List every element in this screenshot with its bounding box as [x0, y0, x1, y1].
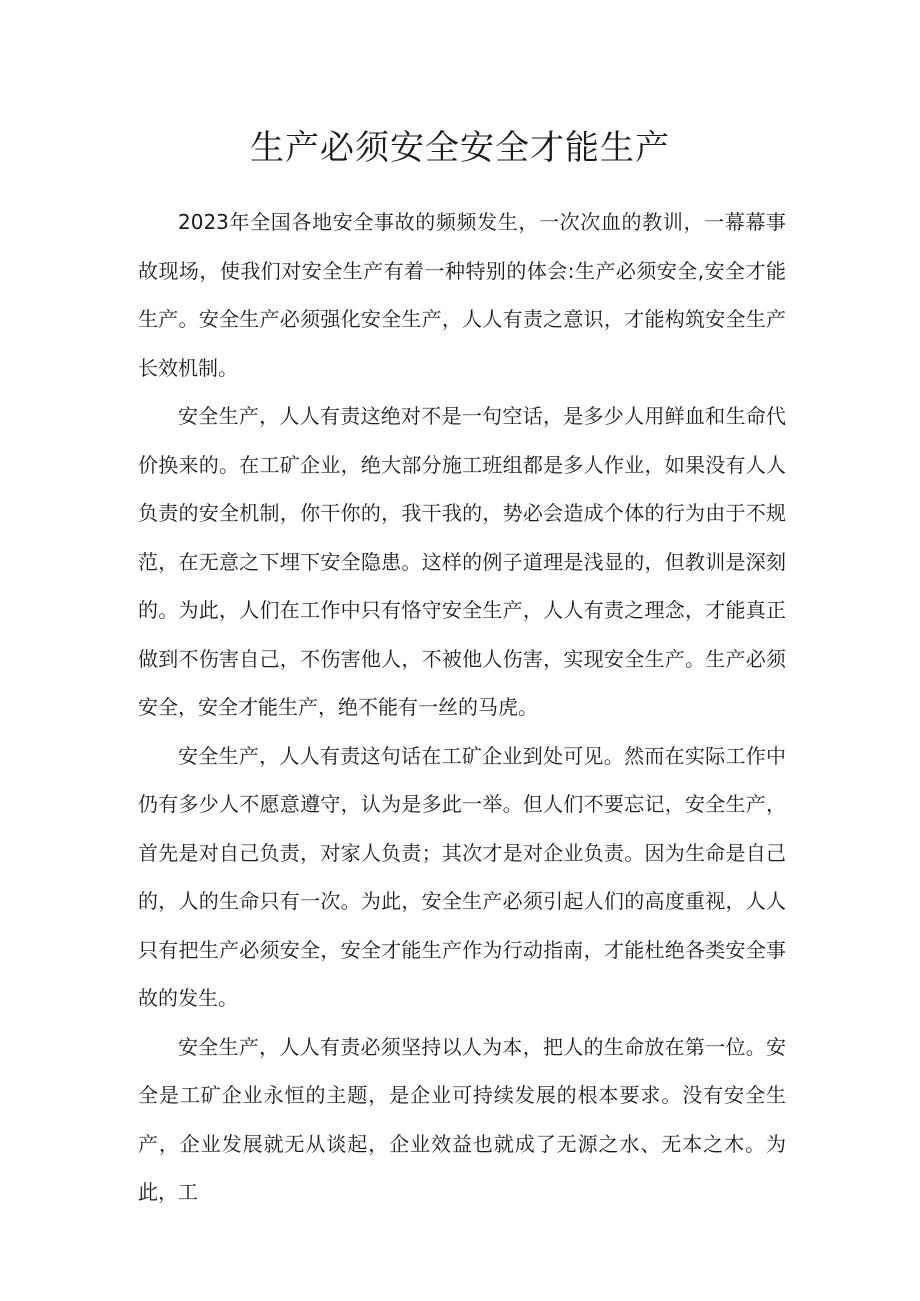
paragraph-4: 安全生产，人人有责必须坚持以人为本，把人的生命放在第一位。安全是工矿企业永恒的主题，是企业可持续发展的根本要求。没有安全生产，企业发展就无从谈起，企业效益也就成了无源之水、无本之木。为此，工: [138, 1034, 786, 1204]
document-title: 生产必须安全安全才能生产: [250, 128, 670, 168]
paragraph-3: 安全生产，人人有责这句话在工矿企业到处可见。然而在实际工作中仍有多少人不愿意遵守，认为是多此一举。但人们不要忘记，安全生产，首先是对自己负责，对家人负责；其次才是对企业负责。因为生命是自己的，人的生命只有一次。为此，安全生产必须引起人们的高度重视，人人只有把生产必须安全，安全才能生产作为行动指南，才能杜绝各类安全事故的发生。: [138, 743, 786, 1010]
paragraph-2: 安全生产，人人有责这绝对不是一句空话，是多少人用鲜血和生命代价换来的。在工矿企业，绝大部分施工班组都是多人作业，如果没有人人负责的安全机制，你干你的，我干我的，势必会造成个体的行为由于不规范，在无意之下埋下安全隐患。这样的例子道理是浅显的，但教训是深刻的。为此，人们在工作中只有恪守安全生产，人人有责之理念，才能真正做到不伤害自己，不伤害他人，不被他人伤害，实现安全生产。生产必须安全，安全才能生产，绝不能有一丝的马虎。: [138, 404, 786, 719]
document-body: [138, 198, 786, 1217]
paragraph-1: 2023年全国各地安全事故的频频发生，一次次血的教训，一幕幕事故现场，使我们对安全生产有着一种特别的体会:生产必须安全,安全才能生产。安全生产必须强化安全生产，人人有责之意识，才能构筑安全生产长效机制。: [138, 210, 786, 380]
